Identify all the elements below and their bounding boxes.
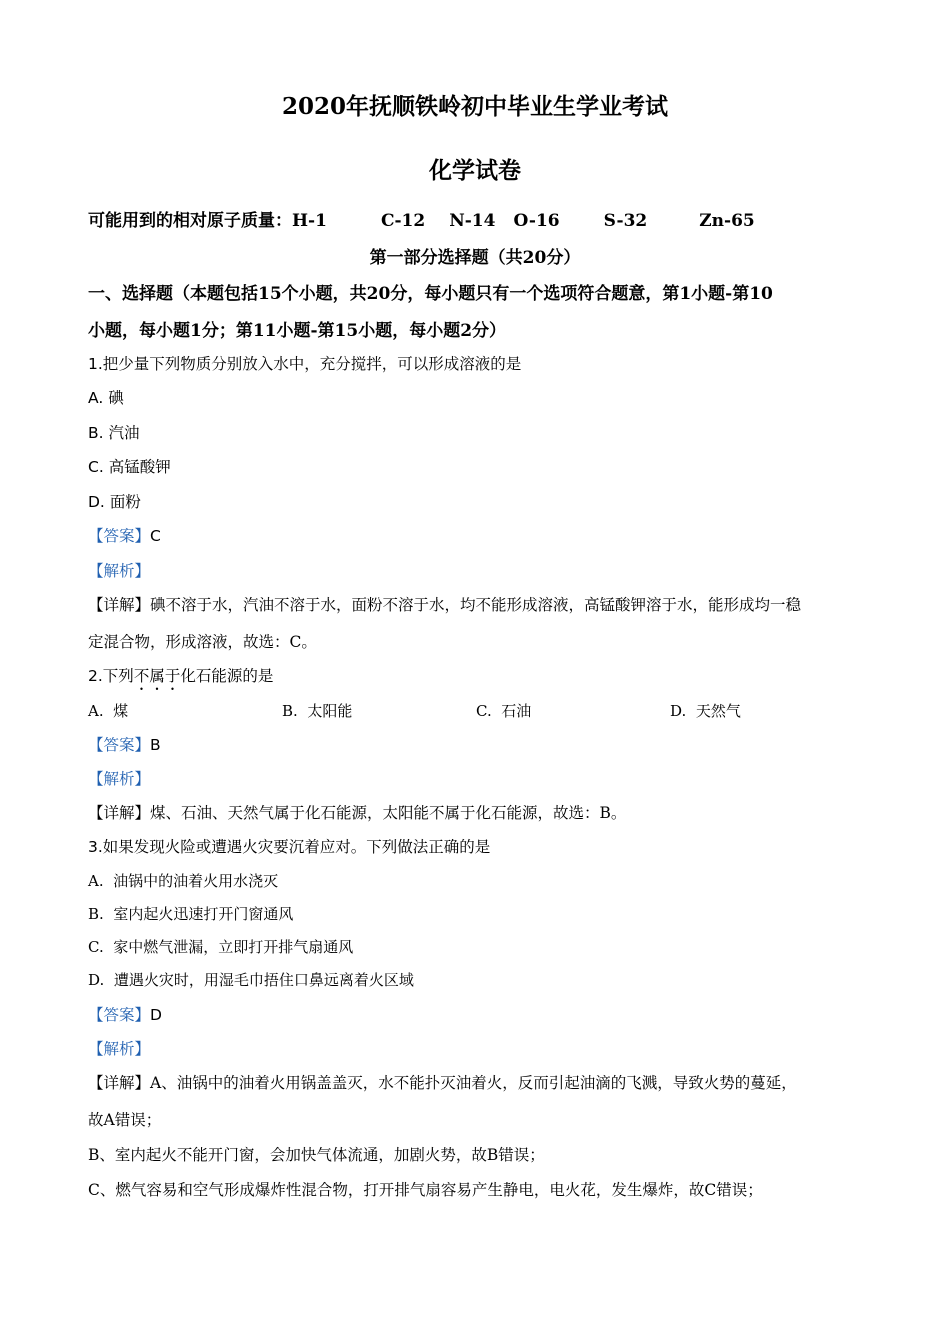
question-3-option-b: B. 室内起火迅速打开门窗通风	[88, 905, 294, 923]
question-1-detail-line1: 【详解】碘不溶于水，汽油不溶于水，面粉不溶于水，均不能形成溶液，高锰酸钾溶于水，能形成均一稳	[88, 596, 802, 614]
question-1-option-b: B. 汽油	[88, 424, 140, 442]
detail-label: 【详解】	[88, 804, 151, 822]
question-3-text: 如果发现火险或遭遇火灾要沉着应对。下列做法正确的是	[102, 838, 491, 856]
section-heading-line2: 小题，每小题1分；第11小题-第15小题，每小题2分）	[88, 321, 507, 341]
answer-label: 【答案】	[88, 1006, 151, 1024]
answer-value: C	[150, 527, 161, 545]
question-3-option-d: D. 遭遇火灾时，用湿毛巾捂住口鼻远离着火区域	[88, 971, 414, 989]
question-1-text: 把少量下列物质分别放入水中，充分搅拌，可以形成溶液的是	[102, 355, 522, 373]
question-1-option-c: C. 高锰酸钾	[88, 458, 171, 476]
question-2-option-d: D. 天然气	[670, 702, 741, 720]
atomic-mass-n: N-14	[449, 211, 496, 231]
answer-value: B	[150, 736, 161, 754]
question-2-analysis-label: 【解析】	[88, 770, 151, 788]
detail-label: 【详解】	[88, 596, 151, 614]
question-1-number: 1.	[88, 355, 103, 373]
question-1-detail-line2: 定混合物，形成溶液，故选：C。	[88, 633, 317, 651]
atomic-mass-zn: Zn-65	[699, 211, 755, 231]
section-heading-line1: 一、选择题（本题包括15个小题，共20分，每小题只有一个选项符合题意，第1小题-第10	[88, 284, 773, 304]
question-3-detail-line2: 故A错误；	[88, 1111, 162, 1129]
question-1-answer	[88, 524, 161, 546]
page-subtitle: 化学试卷	[429, 157, 521, 184]
question-3-detail-line4: C、燃气容易和空气形成爆炸性混合物，打开排气扇容易产生静电，电火花，发生爆炸，故C错误；	[88, 1181, 763, 1199]
question-3-detail-line3: B、室内起火不能开门窗，会加快气体流通，加剧火势，故B错误；	[88, 1146, 545, 1164]
page-title: 2020年抚顺铁岭初中毕业生学业考试	[281, 93, 668, 120]
atomic-mass-s: S-32	[603, 211, 648, 231]
question-2-detail-line1: 【详解】煤、石油、天然气属于化石能源，太阳能不属于化石能源，故选：B。	[88, 804, 627, 822]
question-3-option-a: A. 油锅中的油着火用水浇灭	[88, 872, 279, 890]
question-2-stem: 2.下列不属于化石能源的是	[88, 667, 274, 685]
question-1-option-d: D. 面粉	[88, 493, 141, 511]
question-3-stem	[88, 835, 490, 857]
question-3-analysis-label: 【解析】	[88, 1040, 151, 1058]
question-3-answer	[88, 1003, 162, 1025]
question-1-stem	[88, 352, 521, 374]
question-1-option-a: A. 碘	[88, 389, 124, 407]
atomic-mass-o: O-16	[513, 211, 560, 231]
question-3-number: 3.	[88, 838, 103, 856]
atomic-mass-c: C-12	[380, 211, 426, 231]
question-2-option-a: A. 煤	[88, 702, 129, 720]
detail-label: 【详解】	[88, 1074, 151, 1092]
answer-value: D	[150, 1006, 162, 1024]
question-2-option-c: C. 石油	[476, 702, 532, 720]
question-2-emphasis: 不属于	[133, 667, 181, 685]
atomic-mass-label: 可能用到的相对原子质量：	[88, 211, 292, 231]
part-heading: 第一部分选择题（共20分）	[369, 248, 581, 268]
atomic-mass-h: H-1	[292, 211, 327, 231]
question-2-option-b: B. 太阳能	[282, 702, 353, 720]
question-3-detail-line1: 【详解】A、油锅中的油着火用锅盖盖灭，水不能扑灭油着火，反而引起油滴的飞溅，导致火势的蔓延，	[88, 1074, 797, 1092]
question-2-number: 2.	[88, 667, 103, 685]
question-2-answer	[88, 733, 161, 755]
question-3-option-c: C. 家中燃气泄漏，立即打开排气扇通风	[88, 938, 354, 956]
atomic-mass-line	[88, 206, 755, 231]
question-1-analysis-label: 【解析】	[88, 562, 151, 580]
answer-label: 【答案】	[88, 736, 151, 754]
answer-label: 【答案】	[88, 527, 151, 545]
